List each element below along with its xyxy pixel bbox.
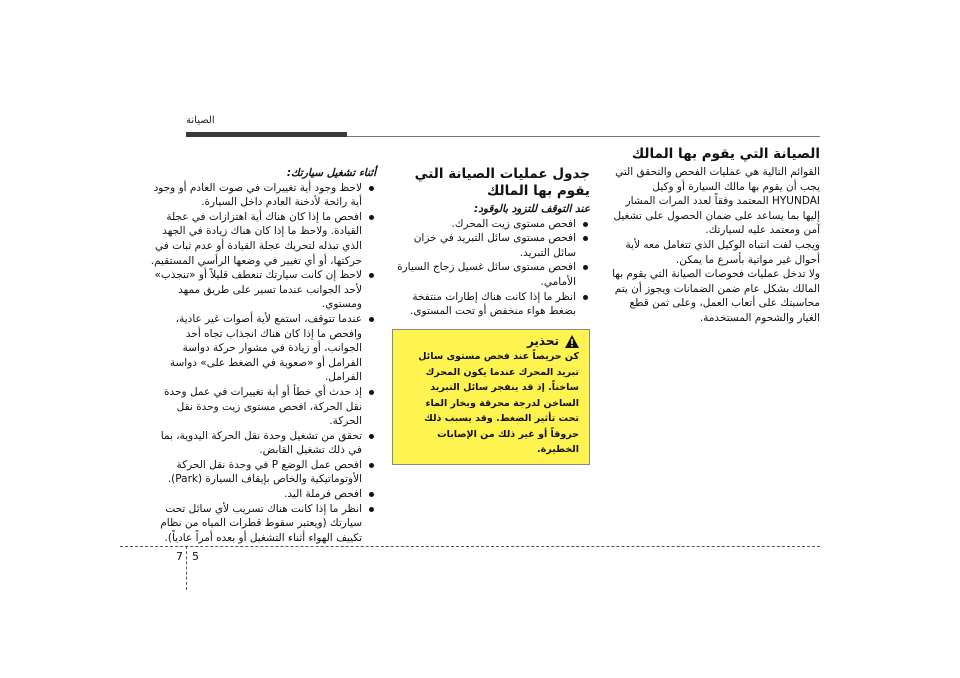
section-header: الصيانة — [186, 115, 215, 126]
list-item: افحص عمل الوضع P في وحدة نقل الحركة الأوتوماتيكية والخاص بإيقاف السيارة (Park). — [150, 458, 362, 487]
list-item: افحص مستوى سائل غسيل زجاج السيارة الأمامي. — [390, 260, 576, 289]
paragraph: القوائم التالية هي عمليات الفحص والتحقق التي يجب أن يقوم بها مالك السيارة أو وكيل HYUNDAI المعتمد وفقاً لعدد المرات المشار إليها بما يساعد على ضمان الحصول على تشغيل آمن ومعتمد عليه لسيارتك. — [613, 166, 820, 237]
list-item: لاحظ إن كانت سيارتك تنعطف قليلاً أو «تنجذب» لأحد الجوانب عندما تسير على طريق ممهد ومستوي. — [150, 268, 362, 312]
schedule-subtitle: عند التوقف للتزود بالوقود: — [474, 203, 590, 215]
list-item: لاحظ وجود أية تغييرات في صوت العادم أو وجود أية رائحة لأدخنة العادم داخل السيارة. — [150, 181, 362, 210]
list-item: تحقق من تشغيل وحدة نقل الحركة اليدوية، بما في ذلك تشغيل القابض. — [150, 429, 362, 458]
paragraph: ولا تدخل عمليات فحوصات الصيانة التي يقوم بها المالك بشكل عام ضمن الضمانات ويجوز أن يتم محاسبتك على أتعاب العمل، وعلى ثمن قطع الغيار والشحوم المستخدمة. — [612, 268, 820, 324]
list-item: انظر ما إذا كانت هناك إطارات منتفخة بضغط هواء منخفض أو تحت المستوى. — [390, 290, 576, 319]
schedule-title: جدول عمليات الصيانة التي يقوم بها المالك — [414, 166, 590, 199]
right-column — [612, 146, 820, 326]
driving-subtitle: أثناء تشغيل سيارتك: — [286, 167, 376, 179]
list-item: انظر ما إذا كانت هناك تسريب لأي سائل تحت سيارتك (ويعتبر سقوط قطرات المياه من نظام تكييف الهواء أثناء التشغيل أو بعده أمراً عادياً). — [150, 502, 362, 546]
left-column — [150, 166, 376, 545]
footer-divider — [186, 546, 187, 590]
middle-column — [390, 166, 590, 465]
owner-maintenance-title: الصيانة التي يقوم بها المالك — [631, 146, 820, 162]
list-item: افحص مستوى زيت المحرك. — [390, 217, 576, 232]
header-bar — [186, 132, 347, 137]
driving-checklist — [150, 181, 376, 546]
refuel-checklist — [390, 217, 590, 319]
warning-text: كن حريصاً عند فحص مستوى سائل تبريد المحرك عندما يكون المحرك ساخناً. إذ قد ينفجر سائل التبريد الساخن لدرجة محرقة وبخار الماء تحت تأثير الضغط. وقد يسبب ذلك حروقاً أو غير ذلك من الإصابات الخطيرة. — [418, 351, 579, 456]
list-item: عندما تتوقف، استمع لأية أصوات غير عادية، وافحص ما إذا كان هناك انجذاب تجاه أحد الجوانب، أو زيادة في مشوار حركة دواسة الفرامل أو «صعوبة في الضغط على» دواسة الفرامل. — [150, 312, 362, 385]
header-rule — [347, 136, 820, 137]
warning-triangle-icon — [565, 335, 579, 348]
list-item: افحص فرملة اليد. — [150, 487, 362, 502]
paragraph: ويجب لفت انتباه الوكيل الذي تتعامل معه لأية أحوال غير مواتية بأسرع ما يمكن. — [625, 238, 820, 266]
list-item: إذ حدث أي خطأ أو أية تغييرات في عمل وحدة نقل الحركة، افحص مستوى زيت وحدة نقل الحركة. — [150, 385, 362, 429]
warning-title: تحذير — [526, 333, 559, 348]
page-chapter: 7 — [176, 550, 183, 563]
warning-box — [392, 329, 590, 465]
page-number: 5 — [192, 550, 199, 563]
footer-rule — [120, 546, 820, 547]
list-item: افحص مستوى سائل التبريد في خزان سائل التبريد. — [390, 231, 576, 260]
list-item: افحص ما إذا كان هناك أية اهتزازات في عجلة القيادة. ولاحظ ما إذا كان هناك زيادة في الجهد الذي تبذله لتحريك عجلة القيادة أو عدم ثبات في حركتها، أو أي تغيير في وضعها الرأسي المستقيم. — [150, 210, 362, 267]
